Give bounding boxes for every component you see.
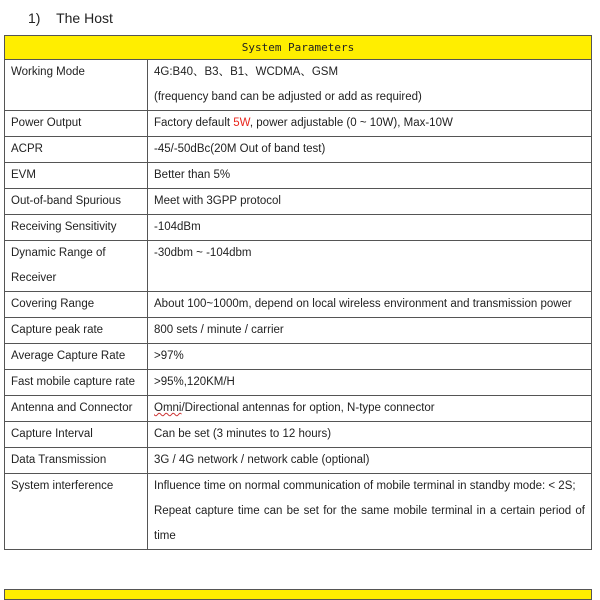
section-title: The Host: [56, 10, 113, 26]
param-value: >95%,120KM/H: [148, 370, 592, 396]
table-row: [5, 111, 592, 137]
system-parameters-table: [4, 35, 592, 550]
table-footer-bar: [4, 589, 592, 600]
param-value: [148, 60, 592, 111]
param-label: Capture Interval: [5, 422, 148, 448]
param-value: 3G / 4G network / network cable (optional): [148, 448, 592, 474]
param-value: -45/-50dBc(20M Out of band test): [148, 137, 592, 163]
table-row: [5, 344, 592, 370]
table-row: [5, 292, 592, 318]
table-header: System Parameters: [5, 36, 592, 60]
param-value: Better than 5%: [148, 163, 592, 189]
value-text: Factory default: [154, 117, 234, 129]
param-value: Can be set (3 minutes to 12 hours): [148, 422, 592, 448]
section-heading: [28, 10, 113, 26]
param-value: About 100~1000m, depend on local wireless environment and transmission power: [148, 292, 592, 318]
param-label: Fast mobile capture rate: [5, 370, 148, 396]
table-row: [5, 422, 592, 448]
section-number: 1): [28, 10, 41, 26]
table-row: [5, 241, 592, 292]
param-value: -30dbm ~ -104dbm: [148, 241, 592, 292]
value-line: Repeat capture time can be set for the same mobile terminal in a certain period of time: [154, 505, 585, 542]
value-line: 4G:B40、B3、B1、WCDMA、GSM: [154, 66, 339, 78]
table-row: [5, 396, 592, 422]
param-label: EVM: [5, 163, 148, 189]
param-label: Working Mode: [5, 60, 148, 111]
param-label: Average Capture Rate: [5, 344, 148, 370]
table-row: [5, 60, 592, 111]
param-value: Meet with 3GPP protocol: [148, 189, 592, 215]
param-value: [148, 111, 592, 137]
param-label: Dynamic Range of Receiver: [5, 241, 148, 292]
table-row: [5, 137, 592, 163]
param-label: Out-of-band Spurious: [5, 189, 148, 215]
value-text: /Directional antennas for option, N-type connector: [181, 402, 435, 414]
table-row: [5, 474, 592, 550]
table-row: [5, 215, 592, 241]
param-label: Covering Range: [5, 292, 148, 318]
table-row: [5, 370, 592, 396]
value-line: (frequency band can be adjusted or add as required): [154, 91, 422, 103]
value-line: Influence time on normal communication of mobile terminal in standby mode: < 2S;: [154, 480, 576, 492]
param-value: 800 sets / minute / carrier: [148, 318, 592, 344]
table-header-row: [5, 36, 592, 60]
table-row: [5, 163, 592, 189]
param-label: System interference: [5, 474, 148, 550]
param-value: [148, 474, 592, 550]
table-row: [5, 189, 592, 215]
value-highlight: 5W: [233, 117, 250, 129]
param-label: Receiving Sensitivity: [5, 215, 148, 241]
param-label: Data Transmission: [5, 448, 148, 474]
param-label: Antenna and Connector: [5, 396, 148, 422]
value-underlined: Omni: [154, 402, 182, 414]
param-value: [148, 396, 592, 422]
value-text: , power adjustable (0 ~ 10W), Max-10W: [249, 117, 453, 129]
param-value: >97%: [148, 344, 592, 370]
param-label: Power Output: [5, 111, 148, 137]
param-label: ACPR: [5, 137, 148, 163]
table-row: [5, 448, 592, 474]
param-value: -104dBm: [148, 215, 592, 241]
table-row: [5, 318, 592, 344]
param-label: Capture peak rate: [5, 318, 148, 344]
